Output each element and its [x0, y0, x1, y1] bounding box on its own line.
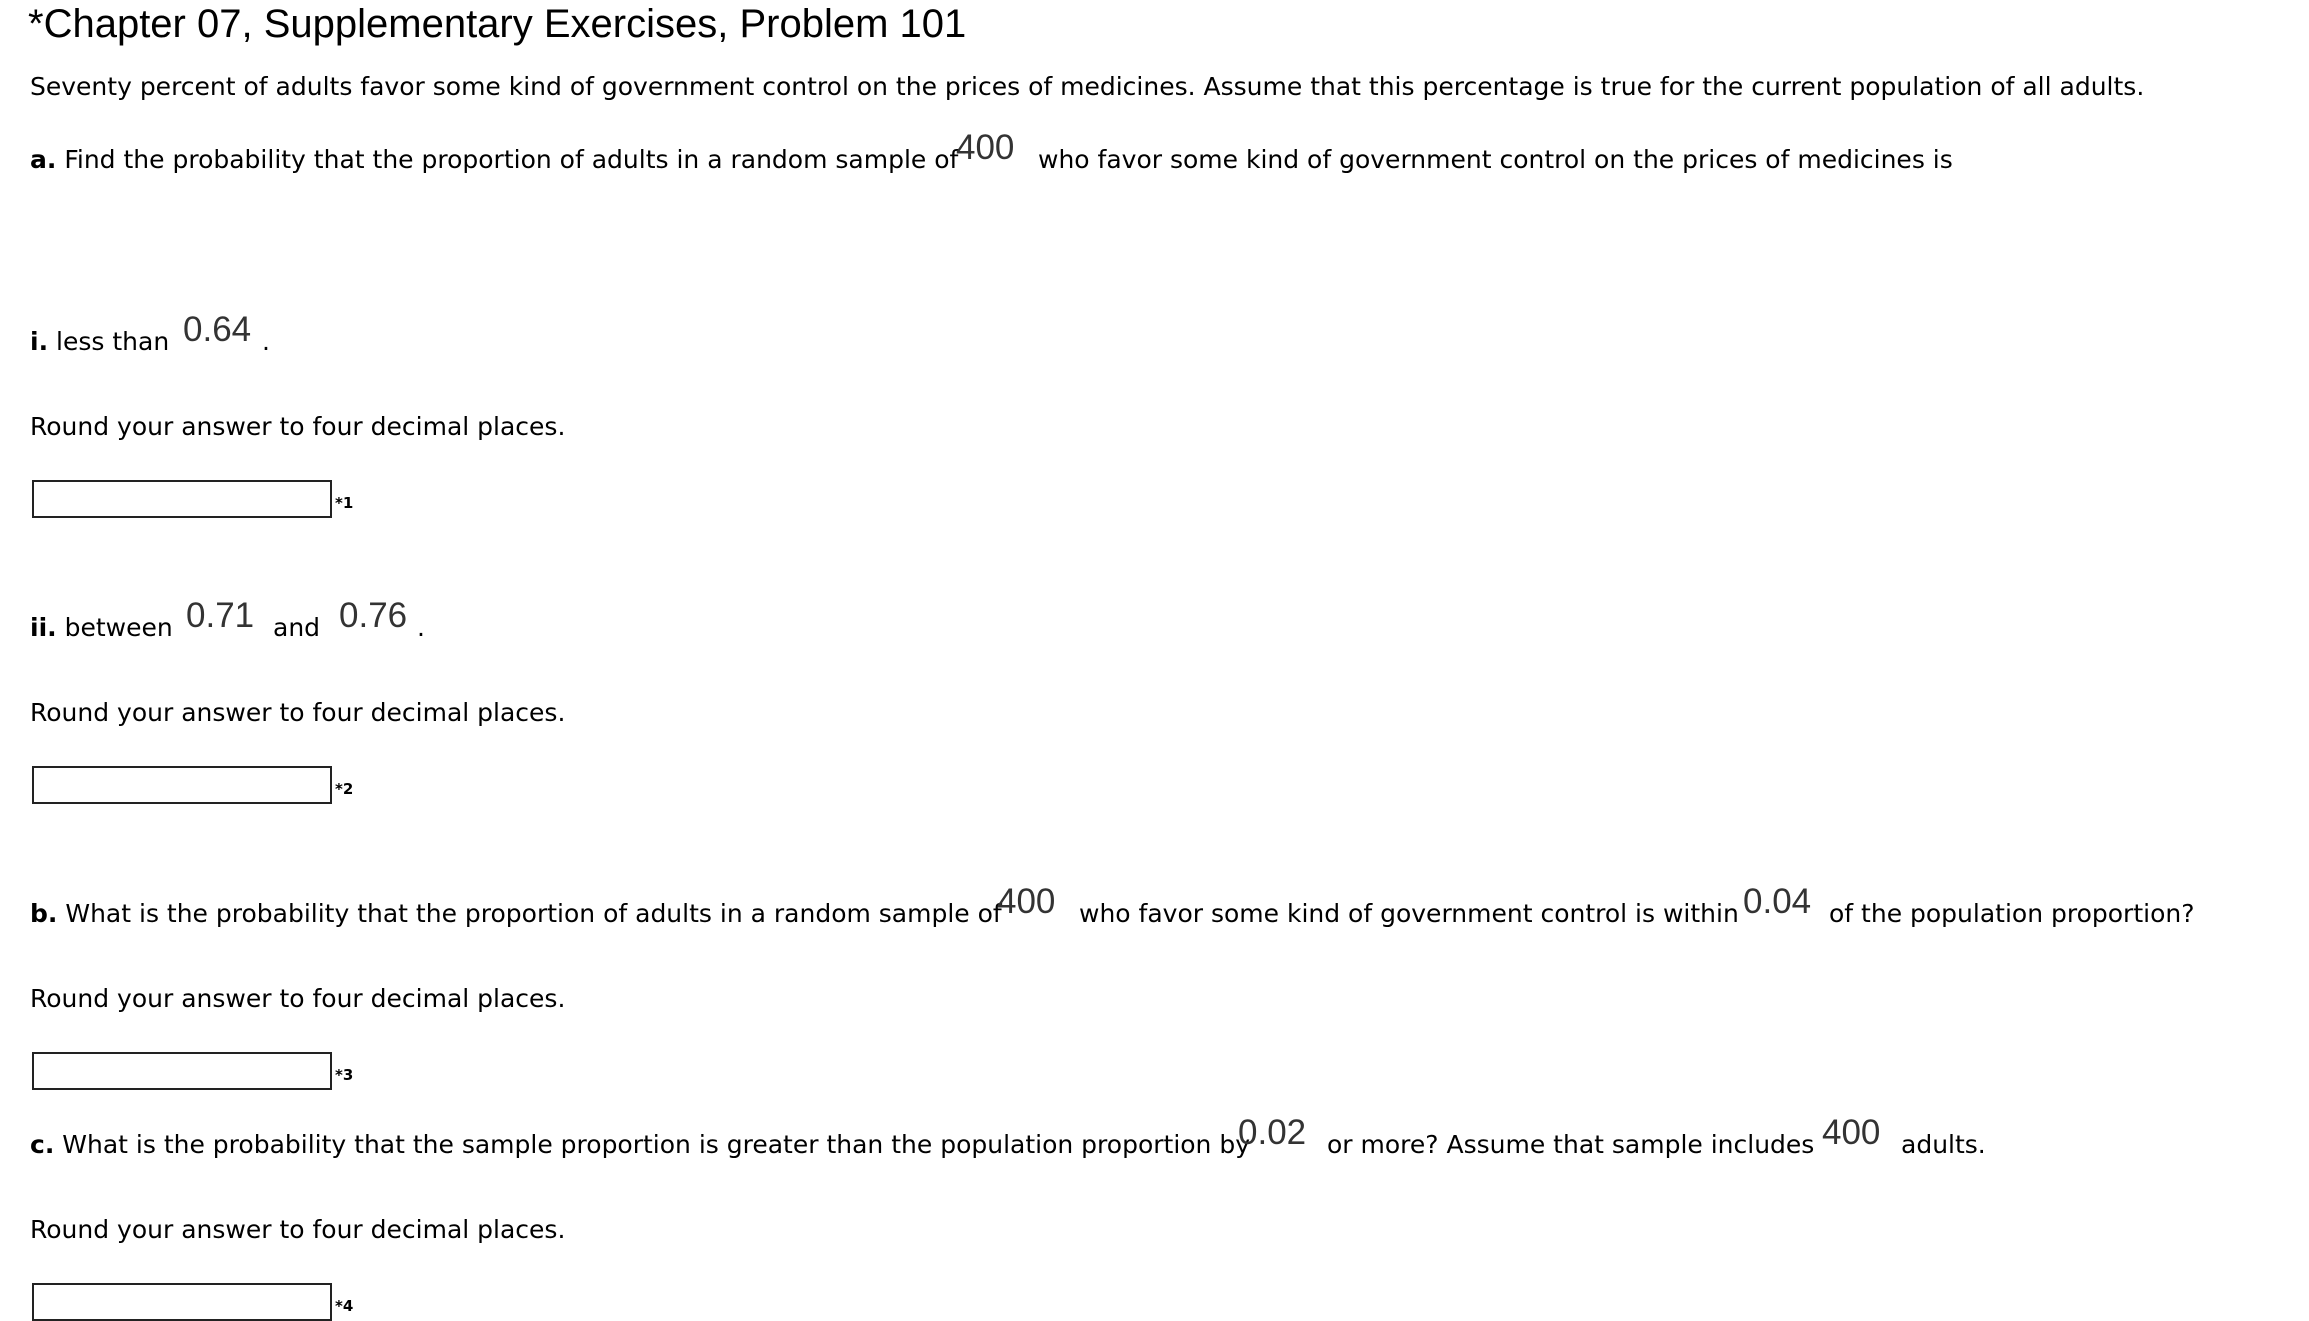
answer-marker-1: *1 [335, 494, 354, 512]
part-a-i-value: 0.64 [183, 310, 252, 349]
part-a-label: a. [30, 145, 57, 174]
part-c-difference: 0.02 [1238, 1113, 1307, 1152]
answer-input-1[interactable] [32, 480, 332, 518]
part-a-sample-size: 400 [956, 128, 1015, 167]
part-b-question [30, 899, 1002, 928]
part-a-ii-value-high: 0.76 [339, 596, 408, 635]
part-a-i-round-note: Round your answer to four decimal places. [30, 412, 566, 441]
part-a-ii-round-note: Round your answer to four decimal places. [30, 698, 566, 727]
part-b-round-note: Round your answer to four decimal places. [30, 984, 566, 1013]
problem-intro: Seventy percent of adults favor some kind of government control on the prices of medicines. Assume that this percentage is true for the current population of all adults. [30, 72, 2145, 101]
part-c-round-note: Round your answer to four decimal places. [30, 1215, 566, 1244]
part-c-question [30, 1130, 1250, 1159]
part-b-text-middle: who favor some kind of government control is within [1079, 899, 1739, 928]
part-a-i-period: . [262, 327, 270, 356]
answer-marker-3: *3 [335, 1066, 354, 1084]
part-c-text-before: What is the probability that the sample proportion is greater than the population proportion by [62, 1130, 1251, 1159]
part-c-text-after: adults. [1901, 1130, 1986, 1159]
part-a-ii-label: ii. [30, 613, 57, 642]
part-b-margin: 0.04 [1743, 882, 1812, 921]
answer-input-2[interactable] [32, 766, 332, 804]
part-b-text-after: of the population proportion? [1829, 899, 2195, 928]
problem-title: *Chapter 07, Supplementary Exercises, Problem 101 [28, 2, 967, 46]
answer-marker-4: *4 [335, 1297, 354, 1315]
part-a-ii-text-and: and [273, 613, 321, 642]
part-a-question [30, 145, 958, 174]
part-c-label: c. [30, 1130, 55, 1159]
answer-marker-2: *2 [335, 780, 354, 798]
part-b-text-before: What is the probability that the proportion of adults in a random sample of [65, 899, 1002, 928]
part-a-text-after: who favor some kind of government control on the prices of medicines is [1038, 145, 1953, 174]
part-a-i-label: i. [30, 327, 49, 356]
part-a-i-text: less than [56, 327, 170, 356]
part-c-sample-size: 400 [1822, 1113, 1881, 1152]
part-a-text-before: Find the probability that the proportion of adults in a random sample of [64, 145, 959, 174]
part-b-label: b. [30, 899, 58, 928]
answer-input-3[interactable] [32, 1052, 332, 1090]
part-c-text-middle: or more? Assume that sample includes [1327, 1130, 1815, 1159]
part-a-ii-text-between: between [64, 613, 173, 642]
part-a-ii-value-low: 0.71 [186, 596, 255, 635]
part-b-sample-size: 400 [997, 882, 1056, 921]
part-a-i-question [30, 327, 169, 356]
answer-input-4[interactable] [32, 1283, 332, 1321]
part-a-ii-period: . [417, 613, 425, 642]
part-a-ii-question [30, 613, 173, 642]
